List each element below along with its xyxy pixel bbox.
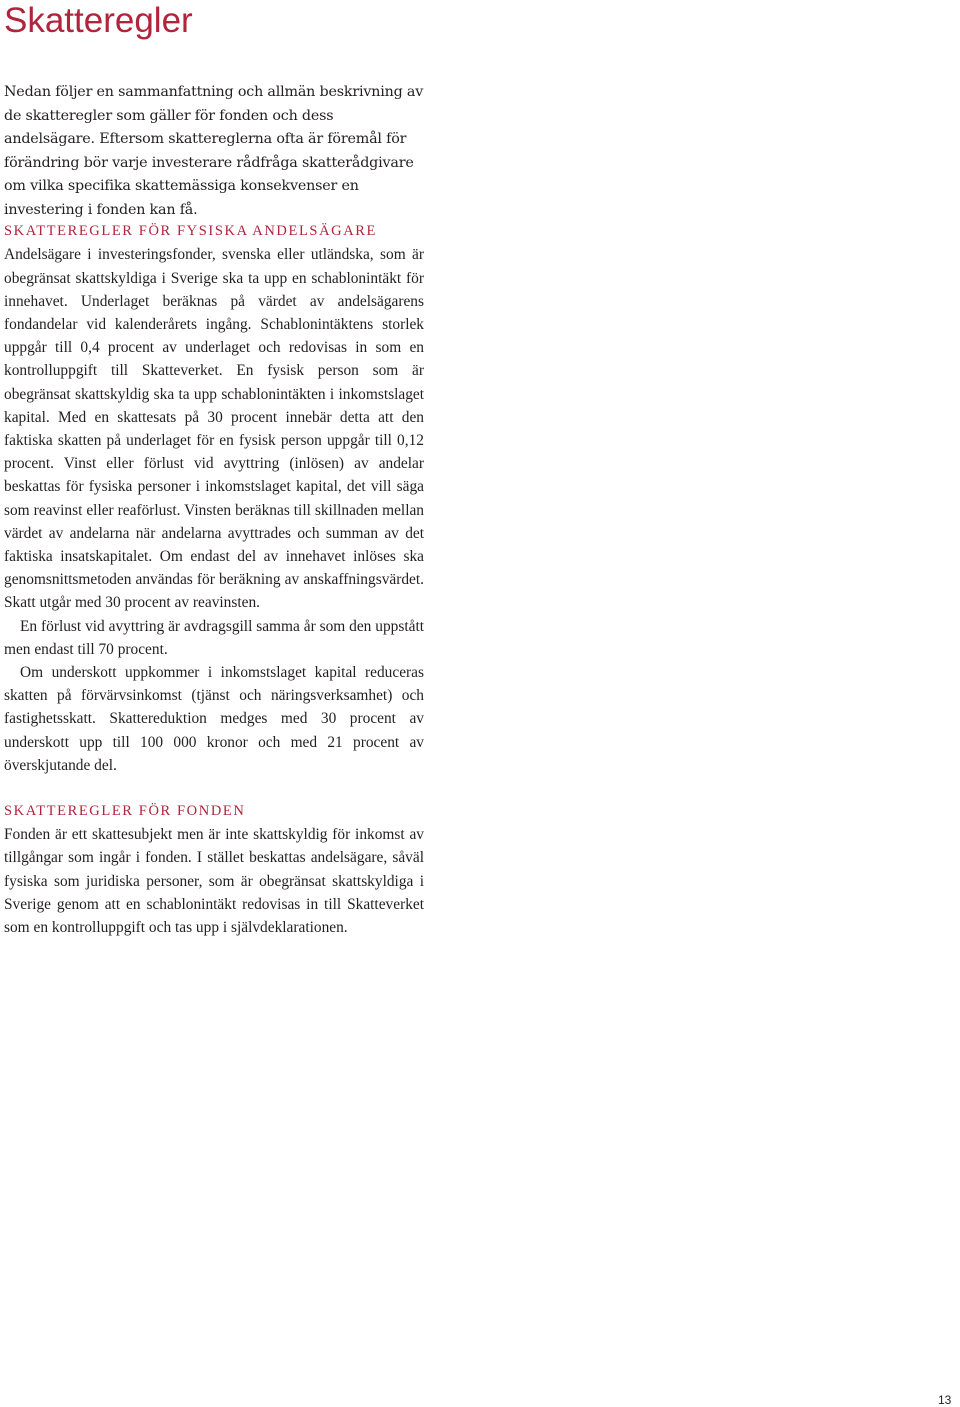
- section-physical-owners: [4, 220, 424, 777]
- section-fund: [4, 800, 424, 939]
- body-paragraph: Andelsägare i investeringsfonder, svenska eller utländska, som är obegränsat skattskyldiga i Sverige ska ta upp en schablonintäkt för innehavet. Underlaget beräknas på värdet av andelsägarens fondandelar vid kalenderårets ingång. Schablonintäktens storlek uppgår till 0,4 procent av underlaget och redovisas in som en kontrolluppgift till Skatteverket. En fysisk person som är obegränsat skattskyldig ska ta upp schablonintäkten i inkomstslaget kapital. Med en skattesats på 30 procent innebär detta att den faktiska skatten på underlaget för en fysisk person uppgår till 0,12 procent. Vinst eller förlust vid avyttring (inlösen) av andelar beskattas för fysiska personer i inkomstslaget kapital, det vill säga som reavinst eller reaförlust. Vinsten beräknas till skillnaden mellan värdet av andelarna när andelarna avyttrades och summan av det faktiska insatskapitalet. Om endast del av innehavet inlöses ska genomsnittsmetoden användas för beräkning av anskaffningsvärdet. Skatt utgår med 30 procent av reavinsten.: [4, 246, 424, 612]
- intro-paragraph: Nedan följer en sammanfattning och allmän beskrivning av de skatteregler som gäller för fonden och dess andelsägare. Eftersom skattereglerna ofta är föremål för förändring bör varje investerare rådfråga skatterådgivare om vilka specifika skattemässiga konsekvenser en investering i fonden kan få.: [4, 84, 424, 218]
- page-title: Skatteregler: [4, 1, 193, 40]
- body-paragraph: Fonden är ett skattesubjekt men är inte skattskyldig för inkomst av tillgångar som ingår i fonden. I stället beskattas andelsägare, såväl fysiska som juridiska personer, som är obegränsat skattskyldiga i Sverige genom att en schablonintäkt redovisas in till Skatteverket som en kontrolluppgift och tas upp i självdeklarationen.: [4, 826, 424, 937]
- main-content: [4, 220, 424, 939]
- body-paragraph: En förlust vid avyttring är avdragsgill samma år som den uppstått men endast till 70 procent.: [4, 617, 424, 658]
- section-heading: SKATTEREGLER FÖR FONDEN: [4, 802, 246, 819]
- body-paragraph: Om underskott uppkommer i inkomstslaget kapital reduceras skatten på förvärvsinkomst (tjänst och näringsverksamhet) och fastighetsskatt. Skattereduktion medges med 30 procent av underskott upp till 100 000 kronor och med 21 procent av överskjutande del.: [4, 663, 424, 774]
- page-number: 13: [938, 1393, 952, 1407]
- section-heading: SKATTEREGLER FÖR FYSISKA ANDELSÄGARE: [4, 223, 378, 239]
